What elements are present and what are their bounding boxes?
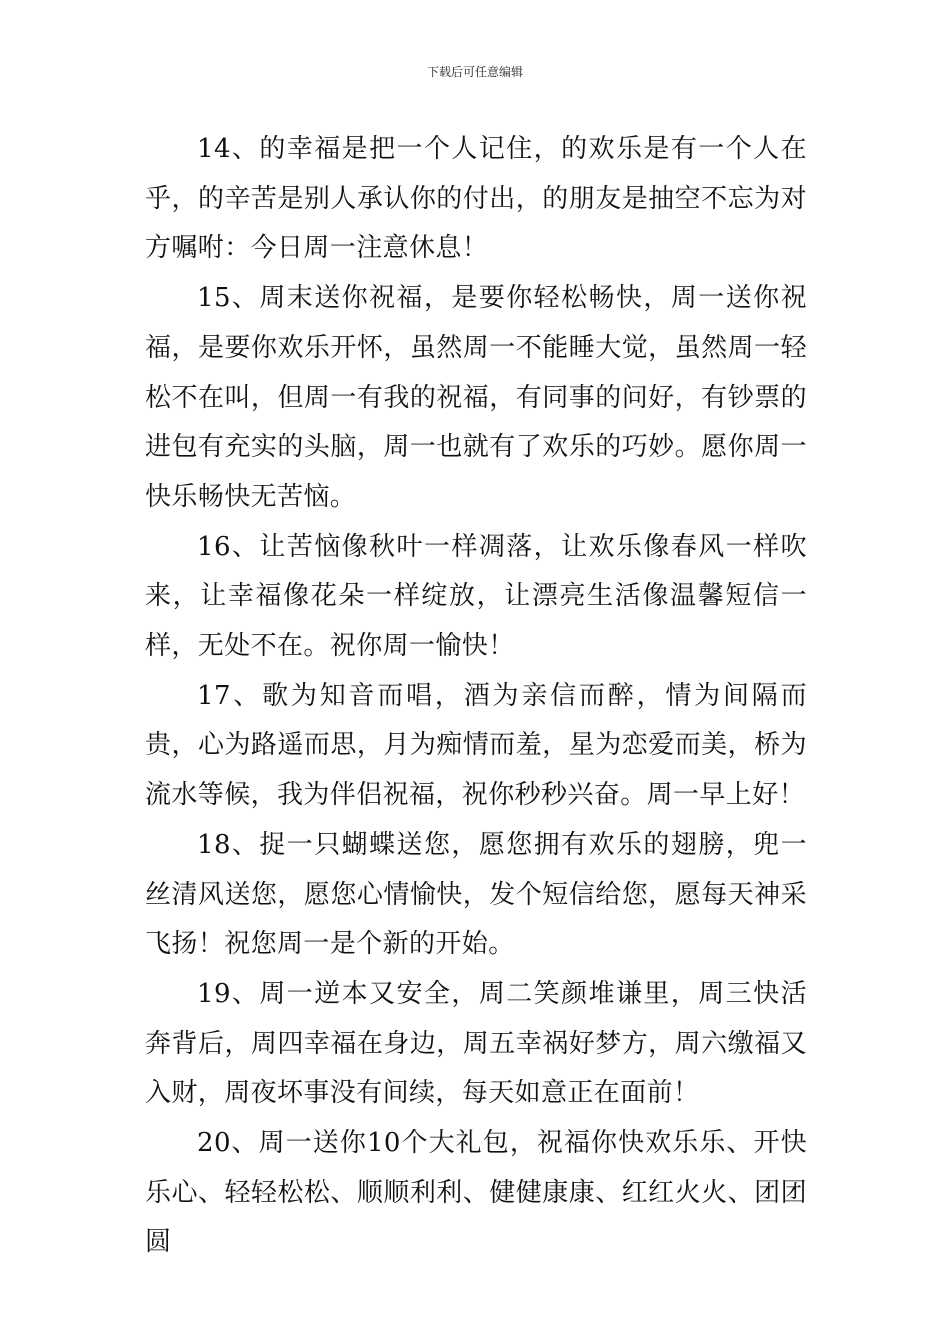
- paragraph-16: 16、让苦恼像秋叶一样凋落，让欢乐像春风一样吹来，让幸福像花朵一样绽放，让漂亮生活像温馨短信一样，无处不在。祝你周一愉快！: [145, 531, 807, 662]
- paragraph-17: 17、歌为知音而唱，酒为亲信而醉，情为间隔而贵，心为路遥而思，月为痴情而羞，星为恋爱而美，桥为流水等候，我为伴侣祝福，祝你秒秒兴奋。周一早上好！: [145, 680, 807, 811]
- paragraph-19: 19、周一逆本又安全，周二笑颜堆谦里，周三快活奔背后，周四幸福在身边，周五幸祸好梦方，周六缴福又入财，周夜坏事没有间续，每天如意正在面前！: [145, 978, 807, 1109]
- page-header: 下载后可任意编辑: [426, 65, 523, 79]
- paragraph-20: 20、周一送你10个大礼包，祝福你快欢乐乐、开快乐心、轻轻松松、顺顺利利、健健康康、红红火火、团团圆: [145, 1128, 807, 1258]
- paragraph-18: 18、捉一只蝴蝶送您，愿您拥有欢乐的翅膀，兜一丝清风送您，愿您心情愉快，发个短信给您，愿每天神采飞扬！祝您周一是个新的开始。: [145, 829, 807, 960]
- paragraph-14: 14、的幸福是把一个人记住，的欢乐是有一个人在乎，的辛苦是别人承认你的付出，的朋友是抽空不忘为对方嘱咐：今日周一注意休息！: [145, 134, 807, 264]
- paragraph-15: 15、周末送你祝福，是要你轻松畅快，周一送你祝福，是要你欢乐开怀，虽然周一不能睡大觉，虽然周一轻松不在叫，但周一有我的祝福，有同事的问好，有钞票的进包有充实的头脑，周一也就有了欢乐的巧妙。愿你周一快乐畅快无苦恼。: [145, 283, 807, 512]
- document-body: [145, 125, 807, 1268]
